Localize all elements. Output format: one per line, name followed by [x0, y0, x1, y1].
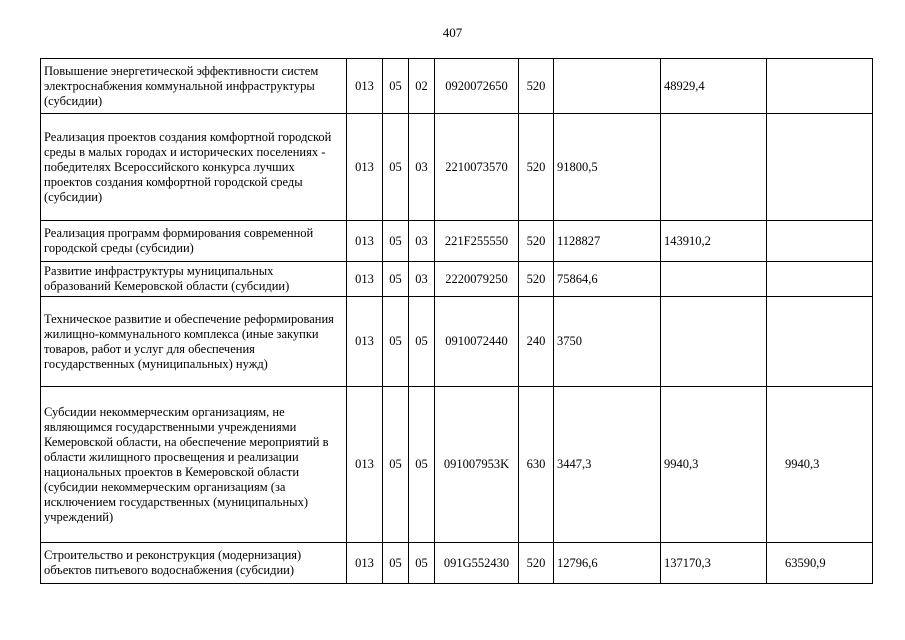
amount-year3-cell: 9940,3: [767, 387, 873, 543]
ministry-code-cell: 013: [347, 221, 383, 262]
expense-type-cell: 520: [519, 543, 554, 584]
subsection-code-cell: 05: [409, 387, 435, 543]
amount-year1-cell: 91800,5: [554, 114, 661, 221]
amount-year2-cell: 9940,3: [661, 387, 767, 543]
table-row: [41, 221, 873, 262]
expense-type-cell: 520: [519, 262, 554, 297]
amount-year1-cell: 3750: [554, 297, 661, 387]
row-name-cell: Техническое развитие и обеспечение реформирования жилищно-коммунального комплекса (иные закупки товаров, работ и услуг для обеспечения государственных (муниципальных) нужд): [41, 297, 347, 387]
expense-type-cell: 630: [519, 387, 554, 543]
section-code-cell: 05: [383, 59, 409, 114]
amount-year2-cell: [661, 114, 767, 221]
row-name-cell: Развитие инфраструктуры муниципальных образований Кемеровской области (субсидии): [41, 262, 347, 297]
target-article-cell: 221F255550: [435, 221, 519, 262]
page-number: 407: [442, 25, 463, 40]
row-name-cell: Строительство и реконструкция (модернизация) объектов питьевого водоснабжения (субсидии): [41, 543, 347, 584]
table-row: [41, 387, 873, 543]
subsection-code-cell: 03: [409, 262, 435, 297]
subsection-code-cell: 03: [409, 221, 435, 262]
amount-year3-cell: 63590,9: [767, 543, 873, 584]
subsection-code-cell: 05: [409, 543, 435, 584]
amount-year1-cell: 3447,3: [554, 387, 661, 543]
table-row: [41, 543, 873, 584]
amount-year2-cell: [661, 262, 767, 297]
table-row: [41, 297, 873, 387]
amount-year2-cell: 48929,4: [661, 59, 767, 114]
row-name-cell: Реализация проектов создания комфортной городской среды в малых городах и исторических поселениях - победителях Всероссийского конкурса лучших проектов создания комфортной городской среды (субсидии): [41, 114, 347, 221]
amount-year2-cell: 137170,3: [661, 543, 767, 584]
amount-year1-cell: 12796,6: [554, 543, 661, 584]
amount-year1-cell: 1128827: [554, 221, 661, 262]
ministry-code-cell: 013: [347, 543, 383, 584]
amount-year3-cell: [767, 262, 873, 297]
amount-year2-cell: 143910,2: [661, 221, 767, 262]
subsection-code-cell: 05: [409, 297, 435, 387]
table-row: [41, 59, 873, 114]
amount-year3-cell: [767, 114, 873, 221]
target-article-cell: 0910072440: [435, 297, 519, 387]
amount-year3-cell: [767, 59, 873, 114]
ministry-code-cell: 013: [347, 59, 383, 114]
ministry-code-cell: 013: [347, 114, 383, 221]
expense-type-cell: 520: [519, 221, 554, 262]
row-name-cell: Субсидии некоммерческим организациям, не являющимся государственными учреждениями Кемеровской области, на обеспечение мероприятий в области жилищного просвещения и реализации национальных проектов в Кемеровской области (субсидии некоммерческим организациям (за исключением государственных (муниципальных) учреждений): [41, 387, 347, 543]
section-code-cell: 05: [383, 262, 409, 297]
section-code-cell: 05: [383, 543, 409, 584]
table-row: [41, 114, 873, 221]
ministry-code-cell: 013: [347, 262, 383, 297]
amount-year3-cell: [767, 221, 873, 262]
section-code-cell: 05: [383, 297, 409, 387]
ministry-code-cell: 013: [347, 297, 383, 387]
amount-year1-cell: 75864,6: [554, 262, 661, 297]
table-row: [41, 262, 873, 297]
target-article-cell: 0920072650: [435, 59, 519, 114]
row-name-cell: Повышение энергетической эффективности систем электроснабжения коммунальной инфраструктуры (субсидии): [41, 59, 347, 114]
target-article-cell: 2210073570: [435, 114, 519, 221]
expense-type-cell: 240: [519, 297, 554, 387]
expense-type-cell: 520: [519, 114, 554, 221]
section-code-cell: 05: [383, 221, 409, 262]
target-article-cell: 091G552430: [435, 543, 519, 584]
target-article-cell: 2220079250: [435, 262, 519, 297]
ministry-code-cell: 013: [347, 387, 383, 543]
row-name-cell: Реализация программ формирования современной городской среды (субсидии): [41, 221, 347, 262]
target-article-cell: 091007953K: [435, 387, 519, 543]
subsection-code-cell: 02: [409, 59, 435, 114]
amount-year2-cell: [661, 297, 767, 387]
amount-year1-cell: [554, 59, 661, 114]
budget-table: [40, 58, 873, 584]
section-code-cell: 05: [383, 387, 409, 543]
expense-type-cell: 520: [519, 59, 554, 114]
section-code-cell: 05: [383, 114, 409, 221]
amount-year3-cell: [767, 297, 873, 387]
subsection-code-cell: 03: [409, 114, 435, 221]
